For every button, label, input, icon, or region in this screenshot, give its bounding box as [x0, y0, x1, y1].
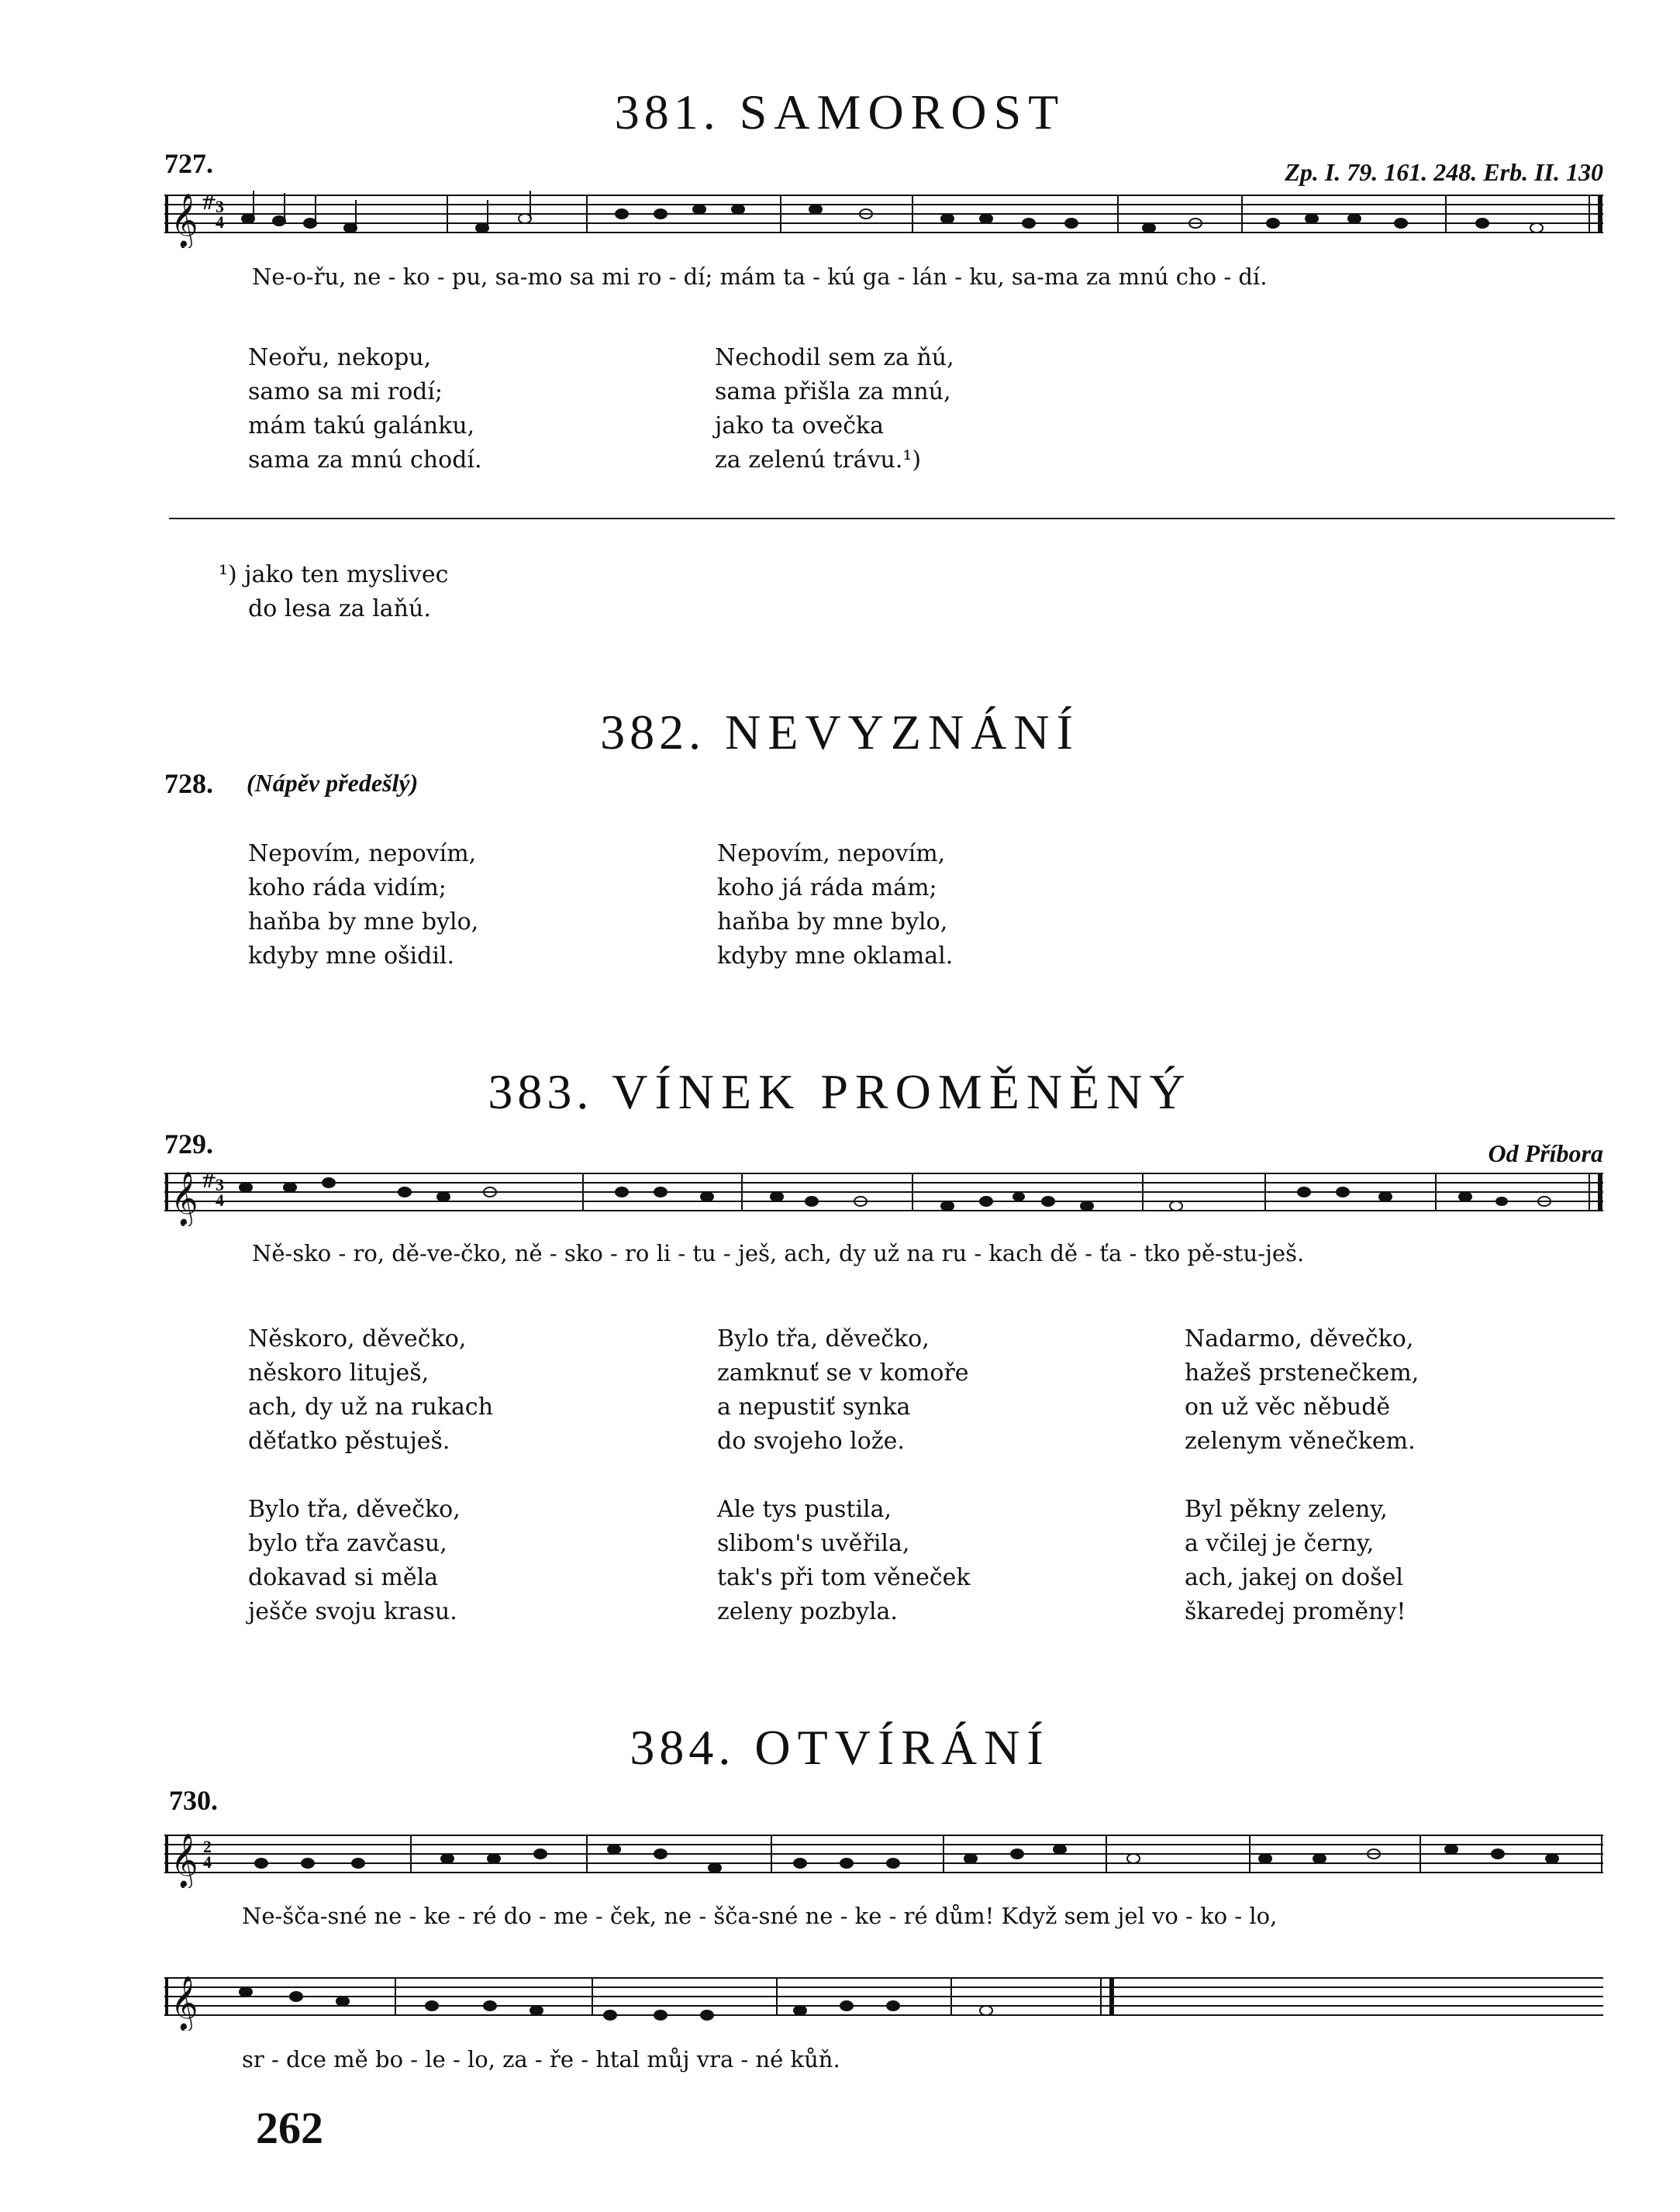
svg-text:4: 4	[216, 1190, 224, 1210]
tune-number: 729.	[164, 1128, 213, 1159]
verse-block	[248, 341, 482, 477]
verse-line: kdyby mne oklamal.	[717, 942, 954, 970]
svg-text:4: 4	[203, 1852, 212, 1872]
treble-clef-icon: 𝄞	[171, 193, 198, 247]
verse-line: bylo třa zavčasu,	[248, 1530, 447, 1557]
verse-line: ješče svoju krasu.	[248, 1598, 457, 1625]
svg-text:3: 3	[216, 1175, 224, 1194]
verse-block	[248, 1493, 461, 1629]
verse-line: Nepovím, nepovím,	[248, 840, 477, 867]
verse-line: Byl pěkny zeleny,	[1185, 1496, 1388, 1523]
verse-line: sama za mnú chodí.	[248, 446, 482, 474]
verse-block	[715, 341, 954, 477]
page-number: 262	[256, 2103, 323, 2153]
verse-line: slibom's uvěřila,	[717, 1530, 910, 1557]
verse-line: za zelenú trávu.¹)	[715, 446, 922, 474]
verse-line: Neořu, nekopu,	[248, 344, 432, 371]
verse-line: a nepustiť synka	[717, 1394, 911, 1421]
source-reference: Od Příbora	[1488, 1139, 1603, 1167]
svg-text:2: 2	[203, 1837, 212, 1856]
lyrics-line: Ně-sko - ro, dě-ve-čko, ně - sko - ro li - tu - ješ, ach, dy už na ru - kach dě - ťa - tko pě-stu-ješ.	[252, 1240, 1305, 1266]
treble-clef-icon: 𝄞	[171, 1976, 198, 2030]
verse-line: škaredej proměny!	[1185, 1598, 1406, 1625]
verse-line: Nepovím, nepovím,	[717, 840, 946, 867]
tune-number: 730.	[169, 1785, 218, 1816]
verse-line: Nadarmo, děvečko,	[1185, 1325, 1414, 1352]
verse-line: Bylo třa, děvečko,	[248, 1496, 461, 1523]
verse-line: zeleny pozbyla.	[717, 1598, 898, 1625]
tune-number: 728.	[164, 768, 213, 799]
treble-clef-icon: 𝄞	[171, 1833, 198, 1887]
verse-block	[717, 1493, 971, 1629]
verse-line: on už věc něbudě	[1185, 1394, 1391, 1421]
verse-line: zamknuť se v komoře	[717, 1359, 969, 1387]
song-title-381	[0, 84, 1680, 141]
lyrics-line: Ne-o-řu, ne - ko - pu, sa-mo sa mi ro - dí; mám ta - kú ga - lán - ku, sa-ma za mnú cho - dí.	[252, 264, 1268, 290]
song-title-number: 384.	[630, 1720, 736, 1775]
song-title-text: OTVÍRÁNÍ	[754, 1720, 1050, 1775]
song-title-384	[0, 1719, 1680, 1776]
verse-line: hažeš prstenečkem,	[1185, 1359, 1420, 1387]
verse-line: ach, dy už na rukach	[248, 1394, 494, 1421]
music-staff-727	[164, 186, 1606, 248]
source-reference: Zp. I. 79. 161. 248. Erb. II. 130	[1285, 158, 1603, 186]
verse-block	[248, 1322, 493, 1459]
verse-line: Bylo třa, děvečko,	[717, 1325, 930, 1352]
verse-line: zelenym věnečkem.	[1185, 1428, 1416, 1455]
verse-block	[717, 1322, 969, 1459]
verse-block	[1185, 1322, 1419, 1459]
verse-block	[717, 837, 953, 973]
song-title-number: 382.	[600, 705, 706, 760]
verse-line: a včilej je černy,	[1185, 1530, 1375, 1557]
verse-line: haňba by mne bylo,	[248, 908, 479, 935]
verse-line: samo sa mi rodí;	[248, 378, 443, 405]
verse-line: děťatko pěstuješ.	[248, 1428, 450, 1455]
verse-line: mám takú galánku,	[248, 412, 475, 439]
verse-line: kdyby mne ošidil.	[248, 942, 455, 970]
verse-line: něskoro lituješ,	[248, 1359, 429, 1387]
verse-line: haňba by mne bylo,	[717, 908, 948, 935]
tune-note: (Nápěv předešlý)	[247, 769, 419, 797]
verse-block	[1185, 1493, 1406, 1629]
verse-line: koho já ráda mám;	[717, 874, 937, 901]
svg-text:4: 4	[216, 212, 224, 232]
footnote	[219, 558, 448, 626]
verse-line: tak's při tom věneček	[717, 1564, 971, 1591]
music-staff-730-line1	[164, 1826, 1606, 1888]
song-title-382	[0, 704, 1680, 761]
verse-line: Nechodil sem za ňú,	[715, 344, 954, 371]
song-title-text: NEVYZNÁNÍ	[725, 705, 1080, 760]
music-staff-729	[164, 1164, 1606, 1226]
verse-line: dokavad si měla	[248, 1564, 439, 1591]
verse-line: jako ta ovečka	[715, 412, 885, 439]
footnote-line: ¹) jako ten myslivec	[219, 561, 449, 588]
tune-number: 727.	[164, 148, 213, 179]
footnote-divider	[169, 518, 1615, 519]
lyrics-line: sr - dce mě bo - le - lo, za - ře - htal můj vra - né kůň.	[242, 2046, 840, 2072]
verse-line: Ale tys pustila,	[717, 1496, 892, 1523]
song-title-383	[0, 1063, 1680, 1121]
verse-line: Něskoro, děvečko,	[248, 1325, 467, 1352]
song-title-number: 383.	[488, 1064, 594, 1119]
verse-block	[248, 837, 478, 973]
verse-line: sama přišla za mnú,	[715, 378, 951, 405]
treble-clef-icon: 𝄞	[171, 1171, 198, 1225]
svg-text:#: #	[200, 1170, 217, 1193]
footnote-line: do lesa za laňú.	[248, 595, 431, 622]
song-title-text: VÍNEK PROMĚNĚNÝ	[612, 1064, 1192, 1119]
verse-line: do svojeho lože.	[717, 1428, 905, 1455]
song-title-text: SAMOROST	[739, 84, 1066, 140]
verse-line: koho ráda vidím;	[248, 874, 447, 901]
lyrics-line: Ne-šča-sné ne - ke - ré do - me - ček, ne - šča-sné ne - ke - ré dům! Když sem jel vo - ko - lo,	[242, 1903, 1278, 1929]
svg-text:#: #	[200, 191, 217, 215]
verse-line: ach, jakej on došel	[1185, 1564, 1403, 1591]
svg-text:3: 3	[216, 197, 224, 216]
song-title-number: 381.	[614, 84, 720, 140]
music-staff-730-line2	[164, 1969, 1606, 2031]
